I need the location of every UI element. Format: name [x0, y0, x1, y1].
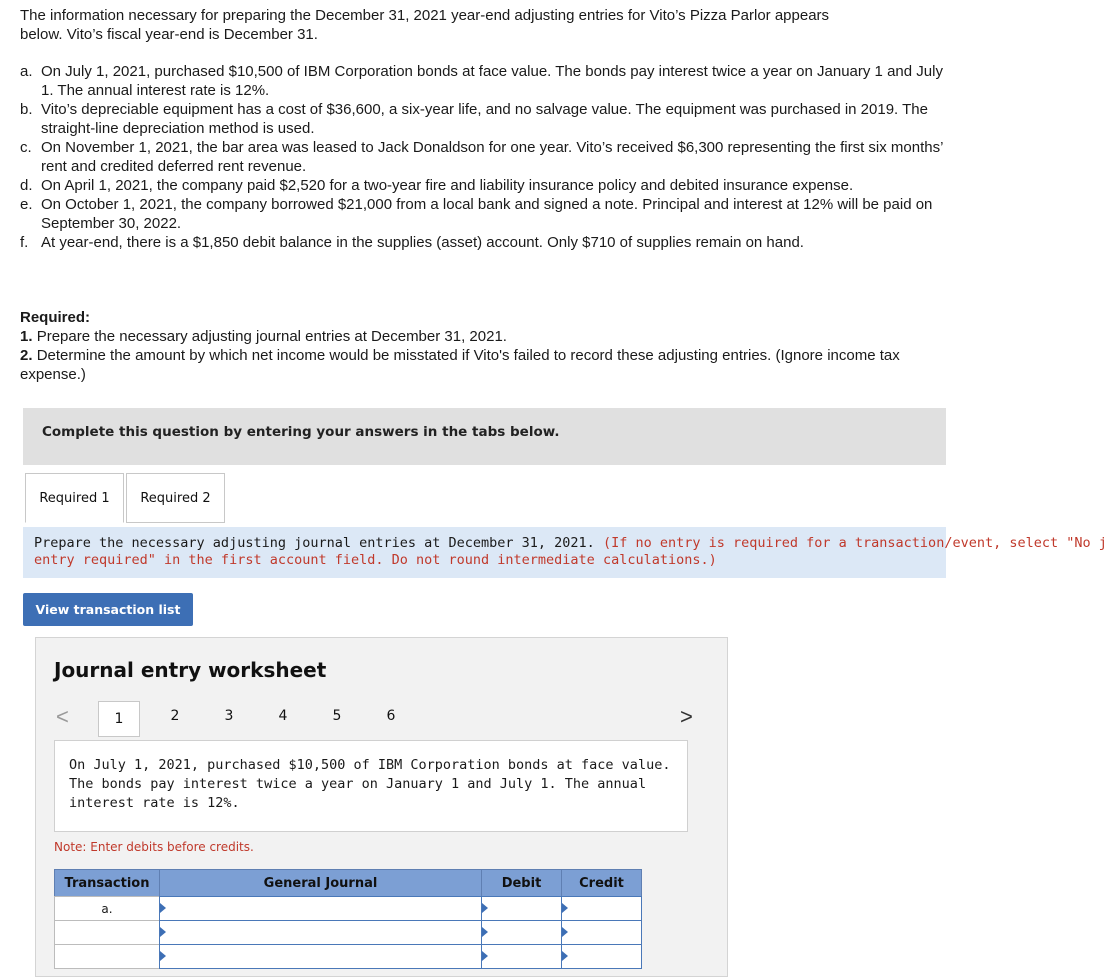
debit-input[interactable] — [484, 947, 559, 966]
debit-field[interactable] — [481, 920, 562, 945]
list-item — [20, 176, 950, 195]
page-2[interactable]: 2 — [170, 708, 180, 724]
intro-line-1: The information necessary for preparing the December 31, 2021 year-end adjusting entries for Vito’s Pizza Parlor appears — [20, 7, 830, 24]
tab-instruction — [23, 527, 1107, 578]
header-transaction: Transaction — [54, 869, 160, 897]
list-item — [20, 233, 950, 252]
debit-input[interactable] — [484, 923, 559, 942]
credit-input[interactable] — [564, 899, 639, 918]
debit-credit-note: Note: Enter debits before credits. — [54, 840, 254, 854]
transaction-description: On July 1, 2021, purchased $10,500 of IBM Corporation bonds at face value. The bonds pay interest twice a year on January 1 and July 1. The annual interest rate is 12%. — [54, 740, 688, 832]
table-row-transaction: a. — [54, 896, 160, 921]
item-text: On April 1, 2021, the company paid $2,520 for a two-year fire and liability insurance policy and debited insurance expense. — [41, 177, 854, 194]
page-6[interactable]: 6 — [386, 708, 396, 724]
page-4[interactable]: 4 — [278, 708, 288, 724]
instruction-note: (If no entry is required for a transaction/event, select "No j — [602, 535, 1107, 551]
list-item — [20, 100, 950, 138]
item-text: On July 1, 2021, purchased $10,500 of IBM Corporation bonds at face value. The bonds pay interest twice a year on January 1 and July 1. The annual interest rate is 12%. — [41, 63, 943, 99]
list-item — [20, 195, 950, 233]
page-1[interactable]: 1 — [98, 701, 140, 737]
required-1-number: 1. — [20, 328, 33, 345]
account-input[interactable] — [162, 947, 479, 966]
required-1-text: Prepare the necessary adjusting journal entries at December 31, 2021. — [36, 328, 507, 345]
item-text: At year-end, there is a $1,850 debit balance in the supplies (asset) account. Only $710 of supplies remain on hand. — [41, 234, 804, 251]
instructions-banner — [23, 408, 946, 465]
item-letter: f. — [20, 234, 29, 251]
account-field[interactable] — [159, 896, 482, 921]
worksheet-title: Journal entry worksheet — [54, 658, 327, 682]
credit-field[interactable] — [561, 920, 642, 945]
required-1 — [20, 327, 950, 346]
credit-field[interactable] — [561, 944, 642, 969]
page-3[interactable]: 3 — [224, 708, 234, 724]
account-input[interactable] — [162, 899, 479, 918]
credit-input[interactable] — [564, 923, 639, 942]
table-row-transaction — [54, 920, 160, 945]
credit-field[interactable] — [561, 896, 642, 921]
instruction-main: Prepare the necessary adjusting journal entries at December 31, 2021. — [34, 535, 595, 551]
item-text: Vito’s depreciable equipment has a cost of $36,600, a six-year life, and no salvage value. The equipment was purchased in 2019. The straight-line depreciation method is used. — [41, 101, 928, 137]
prev-arrow-icon[interactable]: < — [56, 704, 69, 729]
banner-text: Complete this question by entering your answers in the tabs below. — [42, 424, 560, 440]
item-text: On October 1, 2021, the company borrowed $21,000 from a local bank and signed a note. Principal and interest at 12% will be paid on September 30, 2022. — [41, 196, 933, 232]
item-letter: d. — [20, 177, 33, 194]
instruction-line-1 — [34, 535, 1107, 552]
required-heading: Required: — [20, 309, 91, 326]
tab-required-2[interactable]: Required 2 — [126, 473, 225, 523]
table-row-transaction — [54, 944, 160, 969]
header-debit: Debit — [481, 869, 562, 897]
view-transaction-list-button[interactable]: View transaction list — [23, 593, 193, 626]
header-credit: Credit — [561, 869, 642, 897]
required-2 — [20, 346, 950, 384]
item-letter: c. — [20, 139, 32, 156]
item-letter: e. — [20, 196, 33, 213]
required-2-number: 2. — [20, 347, 33, 364]
account-field[interactable] — [159, 944, 482, 969]
problem-intro — [20, 6, 950, 44]
debit-field[interactable] — [481, 896, 562, 921]
list-item — [20, 62, 950, 100]
debit-input[interactable] — [484, 899, 559, 918]
item-letter: a. — [20, 63, 33, 80]
transaction-list — [20, 62, 950, 252]
instruction-line-2: entry required" in the first account field. Do not round intermediate calculations.) — [34, 552, 717, 568]
tab-required-1[interactable]: Required 1 — [25, 473, 124, 523]
page-5[interactable]: 5 — [332, 708, 342, 724]
header-general-journal: General Journal — [159, 869, 482, 897]
item-text: On November 1, 2021, the bar area was leased to Jack Donaldson for one year. Vito’s received $6,300 representing the first six months’ rent and credited deferred rent revenue. — [41, 139, 943, 175]
credit-input[interactable] — [564, 947, 639, 966]
intro-line-2: below. Vito’s fiscal year-end is December 31. — [20, 26, 318, 43]
required-2-text: Determine the amount by which net income would be misstated if Vito's failed to record these adjusting entries. (Ignore income tax expense.) — [20, 347, 900, 383]
required-section — [20, 308, 950, 384]
journal-entry-worksheet — [35, 637, 728, 977]
account-field[interactable] — [159, 920, 482, 945]
next-arrow-icon[interactable]: > — [680, 704, 693, 729]
list-item — [20, 138, 950, 176]
debit-field[interactable] — [481, 944, 562, 969]
account-input[interactable] — [162, 923, 479, 942]
item-letter: b. — [20, 101, 33, 118]
